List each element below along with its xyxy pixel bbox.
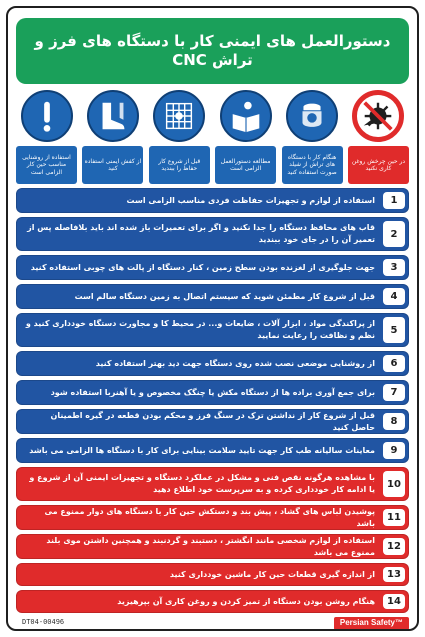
rule-number: 13 (383, 567, 405, 582)
guard-grid-icon (153, 90, 205, 142)
rule-text: از پراکندگی مواد ، ابزار آلات ، ضایعات و... در محیط کا و مجاورت دستگاه خودداری کنید و نظم و نظافت را رعایت نمایید (25, 319, 375, 340)
rule-number: 3 (383, 259, 405, 276)
footer (16, 617, 409, 631)
icon-card-guard (149, 90, 210, 185)
rule-text: استفاده از لوازم شخصی مانند انگشتر ، دستبند و گردنبند و همچنین داشتن موی بلند ممنوع می باشد (46, 535, 375, 557)
rule-number: 9 (383, 442, 405, 459)
rule-text: از روشنایی موضعی نصب شده روی دستگاه جهت دید بهتر استفاده کنید (95, 358, 375, 368)
face-shield-icon (286, 90, 338, 142)
title-bar (16, 18, 409, 84)
rule-text: با مشاهده هرگونه نقص فنی و مشکل در عملکرد دستگاه و تجهیزات ایمنی آن از شروع و یا ادامه کار خودداری کرده و به سرپرست خود اطلاع دهید (29, 473, 375, 494)
icon-label: استفاده از روشنایی مناسب حین کار الزامی است (16, 146, 77, 184)
rule-text: جهت جلوگیری از لغزنده بودن سطح زمین ، کنار دستگاه از پالت های چوبی استفاده کنید (30, 262, 375, 272)
rule-text: هنگام روشن بودن دستگاه از تمیز کردن و روغن کاری آن بپرهیزید (117, 596, 375, 606)
read-manual-icon (220, 90, 272, 142)
rule-text: پوشیدن لباس های گشاد ، پیش بند و دستکش حین کار با دستگاه های دوار ممنوع می باشد (44, 506, 375, 528)
brand-logo: Persian Safety™ (334, 617, 409, 630)
rule-item (16, 438, 409, 463)
icon-label: هنگام کار با دستگاه های تراش از شیلد صورت استفاده کنید (282, 146, 343, 184)
rule-text: برای جمع آوری براده ها از دستگاه مکش یا چنگک مخصوص و یا آهنربا استفاده شود (50, 387, 375, 397)
icon-label: در حین چرخش روغن کاری نکنید (348, 146, 409, 184)
no-touch-rotating-icon (352, 90, 404, 142)
rule-number: 11 (383, 509, 405, 526)
rule-number: 8 (383, 413, 405, 430)
rule-number: 4 (383, 288, 405, 305)
rule-text: قبل از شروع کار از نداشتن ترک در سنگ فرز و محکم بودن قطعه در گیره اطمینان حاصل کنید (50, 410, 375, 432)
rule-item (16, 217, 409, 251)
rule-number: 6 (383, 355, 405, 372)
rule-number: 7 (383, 384, 405, 401)
icons-row (16, 90, 409, 185)
icon-card-face-shield (282, 90, 343, 185)
rule-item (16, 284, 409, 309)
rule-item (16, 188, 409, 213)
rule-number: 10 (383, 471, 405, 497)
icon-label: قبل از شروع کار حفاظ را ببندید (149, 146, 210, 184)
rule-number: 2 (383, 221, 405, 247)
icon-card-boots (82, 90, 143, 185)
rule-text: قبل از شروع کار مطمئن شوید که سیستم اتصال به زمین دستگاه سالم است (74, 291, 375, 301)
rule-text: استفاده از لوازم و تجهیزات حفاظت فردی مناسب الزامی است (126, 195, 375, 205)
rule-number: 12 (383, 538, 405, 555)
rule-number: 1 (383, 192, 405, 209)
safety-sign (6, 6, 419, 631)
rule-item (16, 409, 409, 434)
rule-number: 14 (383, 594, 405, 609)
exclamation-icon (21, 90, 73, 142)
rule-item (16, 313, 409, 347)
rule-item (16, 563, 409, 586)
rule-number: 5 (383, 317, 405, 343)
icon-label: مطالعه دستورالعمل الزامی است (215, 146, 276, 184)
rule-item (16, 467, 409, 501)
rule-item (16, 255, 409, 280)
rule-text: از اندازه گیری قطعات حین کار ماشین خودداری کنید (169, 569, 375, 579)
document-code: DT04-00496 (22, 618, 65, 626)
rule-item (16, 380, 409, 405)
safety-boots-icon (87, 90, 139, 142)
rule-text: قاب های محافظ دستگاه را جدا نکنید و اگر برای تعمیرات باز شده اند باید بلافاصله پس از تعمیر آن را در جای خود ببندید (27, 223, 375, 244)
page-title: دستورالعمل های ایمنی کار با دستگاه های فرز و تراش CNC (34, 31, 391, 69)
rule-item (16, 534, 409, 559)
icon-card-lighting (16, 90, 77, 185)
icon-card-no-lubricate (348, 90, 409, 185)
rule-item (16, 351, 409, 376)
icon-card-manual (215, 90, 276, 185)
rule-item (16, 505, 409, 530)
rule-item (16, 590, 409, 613)
icon-label: از کفش ایمنی استفاده کنید (82, 146, 143, 184)
rule-text: معاینات سالیانه طب کار جهت تایید سلامت بینایی برای کار با دستگاه ها الزامی می باشد (29, 445, 375, 455)
